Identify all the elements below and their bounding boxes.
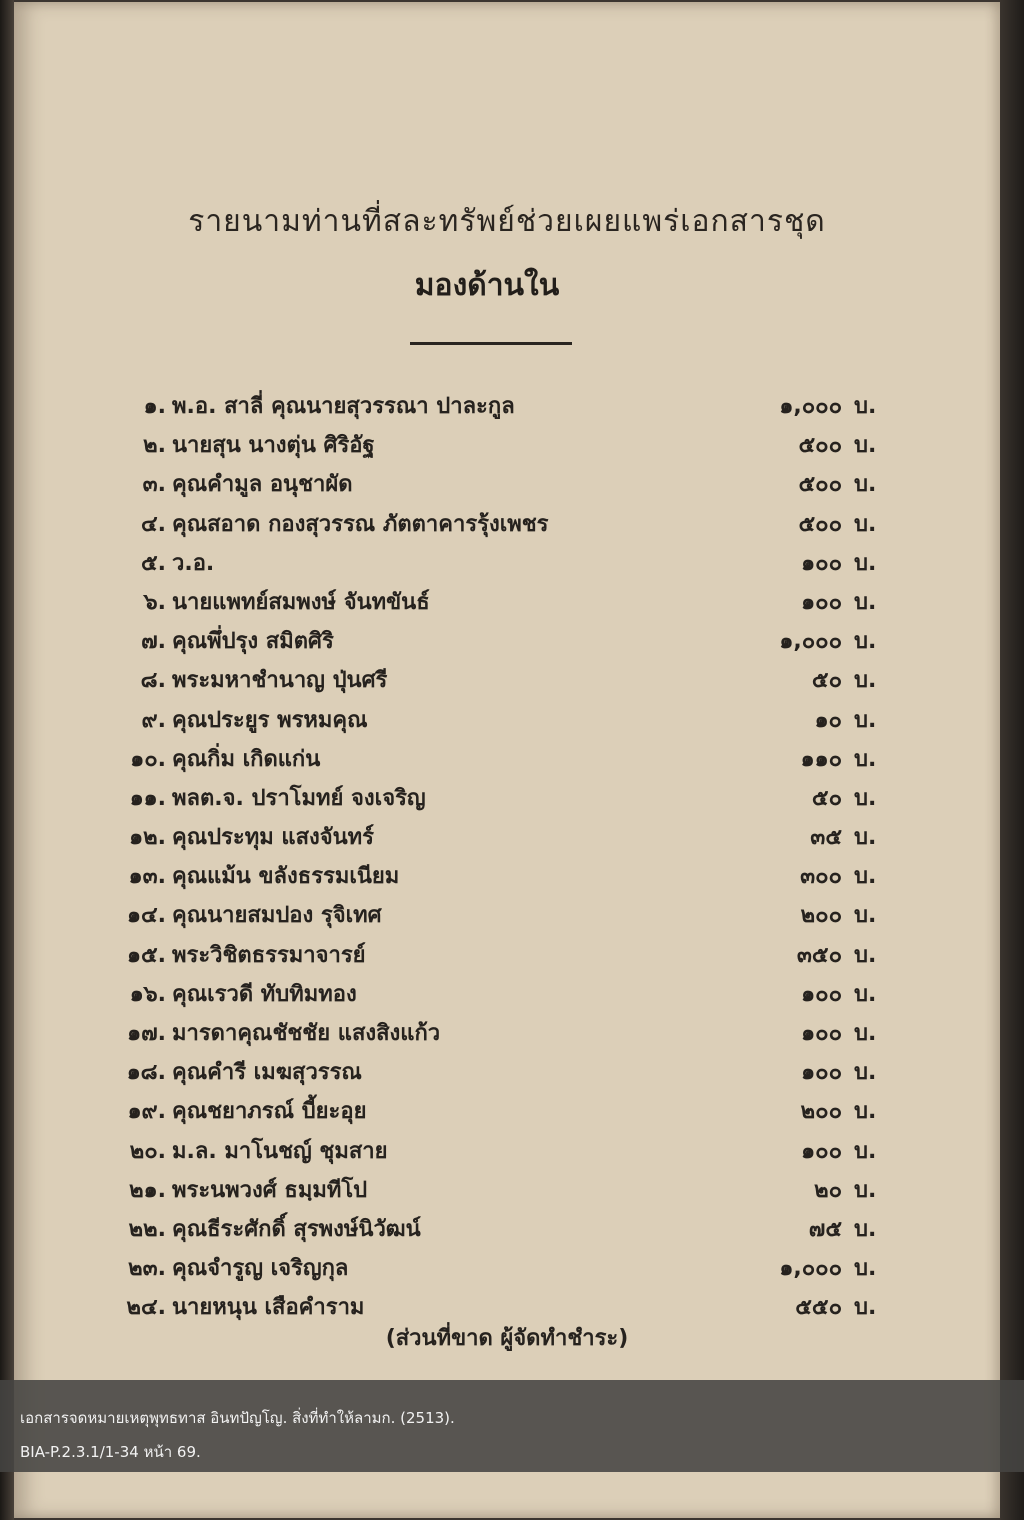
entry-name: คุณแม้น ขลังธรรมเนียม	[172, 864, 400, 890]
entry-amount: ๒๐๐	[800, 903, 842, 929]
entry-amount: ๑,๐๐๐	[779, 629, 842, 655]
page-subtitle: มองด้านใน	[414, 268, 560, 303]
entry-name: คุณนายสมปอง รุจิเทศ	[172, 903, 382, 929]
entry-unit: บ.	[854, 589, 877, 615]
list-item	[14, 850, 1000, 889]
caption-bar	[0, 1380, 1024, 1472]
entry-amount: ๕๐๐	[798, 433, 842, 459]
entry-unit: บ.	[854, 825, 877, 851]
entry-unit: บ.	[854, 942, 877, 968]
entry-no: ๑๙.	[127, 1099, 166, 1125]
list-item	[14, 1164, 1000, 1203]
entry-name: นายสุน นางตุ่น ศิริอัฐ	[172, 433, 375, 459]
document-page	[14, 2, 1000, 1518]
entry-no: ๑.	[143, 394, 166, 419]
list-item	[14, 419, 1000, 458]
entry-name: พระวิชิตธรรมาจารย์	[172, 942, 366, 968]
entry-unit: บ.	[854, 1099, 877, 1125]
entry-name: พลต.จ. ปราโมทย์ จงเจริญ	[172, 785, 426, 811]
entry-no: ๔.	[140, 511, 166, 537]
entry-no: ๒๑.	[129, 1177, 166, 1203]
entry-name: นายหนุน เสือคำราม	[172, 1295, 365, 1321]
entry-unit: บ.	[854, 668, 877, 694]
entry-unit: บ.	[854, 433, 877, 459]
entry-amount: ๕๐๐	[798, 511, 842, 537]
entry-no: ๑๑.	[129, 785, 166, 811]
entry-amount: ๑๐๐	[801, 1060, 842, 1086]
entry-no: ๘.	[140, 668, 166, 694]
list-item	[14, 615, 1000, 654]
entry-name: คุณเรวดี ทับทิมทอง	[172, 981, 357, 1007]
footer-note: (ส่วนที่ขาด ผู้จัดทำชำระ)	[385, 1326, 629, 1351]
entry-unit: บ.	[854, 746, 877, 772]
entry-unit: บ.	[854, 981, 877, 1007]
entry-unit: บ.	[854, 1216, 877, 1242]
book-binding	[0, 0, 14, 1520]
entry-unit: บ.	[854, 394, 877, 419]
entry-no: ๒๐.	[129, 1138, 166, 1164]
list-item	[14, 968, 1000, 1007]
entry-unit: บ.	[854, 511, 877, 537]
entry-no: ๖.	[143, 589, 166, 615]
donor-list	[14, 380, 1000, 1321]
entry-amount: ๕๐๐	[798, 472, 842, 498]
entry-amount: ๑๐๐	[801, 1138, 842, 1164]
list-item	[14, 733, 1000, 772]
entry-name: พระนพวงศ์ ธมฺมทีโป	[172, 1177, 368, 1203]
entry-unit: บ.	[854, 1138, 877, 1164]
page-edge	[1000, 0, 1024, 1520]
entry-no: ๗.	[141, 629, 166, 655]
list-item	[14, 654, 1000, 693]
entry-unit: บ.	[854, 1256, 877, 1282]
entry-amount: ๕๕๐	[795, 1295, 842, 1321]
entry-no: ๒๔.	[126, 1295, 166, 1321]
list-item	[14, 1085, 1000, 1124]
list-item	[14, 458, 1000, 497]
entry-unit: บ.	[854, 1021, 877, 1046]
entry-unit: บ.	[854, 629, 877, 655]
entry-no: ๑๓.	[128, 864, 166, 890]
entry-no: ๑๘.	[126, 1060, 166, 1086]
list-item	[14, 929, 1000, 968]
entry-no: ๑๒.	[129, 825, 166, 851]
entry-no: ๑๐.	[130, 746, 166, 772]
entry-name: ม.ล. มาโนชญ์ ชุมสาย	[172, 1138, 388, 1164]
entry-amount: ๒๐๐	[800, 1099, 842, 1125]
list-item	[14, 1281, 1000, 1320]
entry-amount: ๑๐๐	[801, 550, 842, 576]
list-item	[14, 576, 1000, 615]
entry-amount: ๑,๐๐๐	[779, 1256, 842, 1282]
entry-amount: ๕๐	[811, 668, 842, 694]
entry-unit: บ.	[854, 1060, 877, 1086]
entry-unit: บ.	[854, 903, 877, 929]
list-item	[14, 1203, 1000, 1242]
list-item	[14, 694, 1000, 733]
entry-no: ๒.	[143, 433, 166, 459]
entry-name: ว.อ.	[172, 550, 215, 576]
entry-name: คุณคำรี เมฆสุวรรณ	[172, 1060, 362, 1086]
entry-no: ๓.	[142, 472, 166, 498]
caption-reference: BIA-P.2.3.1/1-34 หน้า 69.	[20, 1443, 201, 1461]
entry-amount: ๓๕๐	[796, 942, 842, 968]
entry-name: คุณชยาภรณ์ บี้ยะอุย	[172, 1099, 367, 1125]
list-item	[14, 811, 1000, 850]
entry-amount: ๑,๐๐๐	[779, 394, 842, 419]
entry-amount: ๑๐๐	[801, 981, 842, 1007]
entry-amount: ๕๐	[811, 785, 842, 811]
list-item	[14, 498, 1000, 537]
entry-name: พระมหาชำนาญ ปุ่นศรี	[172, 668, 388, 694]
caption-source: เอกสารจดหมายเหตุพุทธทาส อินทปัญโญ. สิ่งที่ทำให้ลามก. (2513).	[20, 1409, 455, 1427]
entry-name: คุณประทุม แสงจันทร์	[172, 825, 374, 851]
list-item	[14, 1007, 1000, 1046]
entry-name: มารดาคุณชัชชัย แสงสิงแก้ว	[172, 1021, 441, 1046]
entry-amount: ๒๐	[814, 1177, 842, 1203]
entry-unit: บ.	[854, 550, 877, 576]
entry-name: คุณธีระศักดิ์ สุรพงษ์นิวัฒน์	[172, 1216, 421, 1242]
entry-name: พ.อ. สาลี่ คุณนายสุวรรณา ปาละกูล	[172, 394, 515, 419]
entry-amount: ๗๕	[808, 1216, 842, 1242]
list-item	[14, 889, 1000, 928]
entry-name: คุณจำรูญ เจริญกุล	[172, 1256, 349, 1282]
entry-amount: ๓๕	[810, 825, 842, 851]
entry-amount: ๓๐๐	[800, 864, 842, 890]
entry-no: ๒๒.	[128, 1216, 166, 1242]
list-item	[14, 1046, 1000, 1085]
entry-name: นายแพทย์สมพงษ์ จันทขันธ์	[172, 589, 430, 615]
entry-unit: บ.	[854, 1295, 877, 1321]
entry-no: ๒๓.	[128, 1256, 166, 1282]
list-item	[14, 772, 1000, 811]
page-title: รายนามท่านที่สละทรัพย์ช่วยเผยแพร่เอกสารชุด	[188, 204, 826, 239]
entry-no: ๑๗.	[127, 1021, 166, 1046]
title-divider	[410, 342, 572, 345]
entry-unit: บ.	[854, 785, 877, 811]
entry-name: คุณคำมูล อนุชาผัด	[172, 472, 353, 498]
list-item	[14, 380, 1000, 419]
entry-amount: ๑๐๐	[801, 589, 842, 615]
entry-no: ๙.	[141, 707, 166, 733]
entry-name: คุณประยูร พรหมคุณ	[172, 707, 368, 733]
entry-no: ๑๖.	[129, 981, 166, 1007]
entry-amount: ๑๐	[814, 707, 842, 733]
list-item	[14, 1242, 1000, 1281]
entry-name: คุณสอาด กองสุวรรณ ภัตตาคารรุ้งเพชร	[172, 511, 549, 537]
entry-no: ๑๕.	[127, 942, 166, 968]
entry-unit: บ.	[854, 472, 877, 498]
entry-no: ๕.	[140, 550, 166, 576]
entry-name: คุณกิ่ม เกิดแก่น	[172, 746, 321, 772]
list-item	[14, 1125, 1000, 1164]
entry-name: คุณพึ่ปรุง สมิตศิริ	[172, 629, 334, 655]
entry-amount: ๑๐๐	[801, 1021, 842, 1046]
list-item	[14, 537, 1000, 576]
entry-unit: บ.	[854, 707, 877, 733]
entry-no: ๑๔.	[127, 903, 166, 929]
entry-amount: ๑๑๐	[800, 746, 842, 772]
entry-unit: บ.	[854, 1177, 877, 1203]
entry-unit: บ.	[854, 864, 877, 890]
